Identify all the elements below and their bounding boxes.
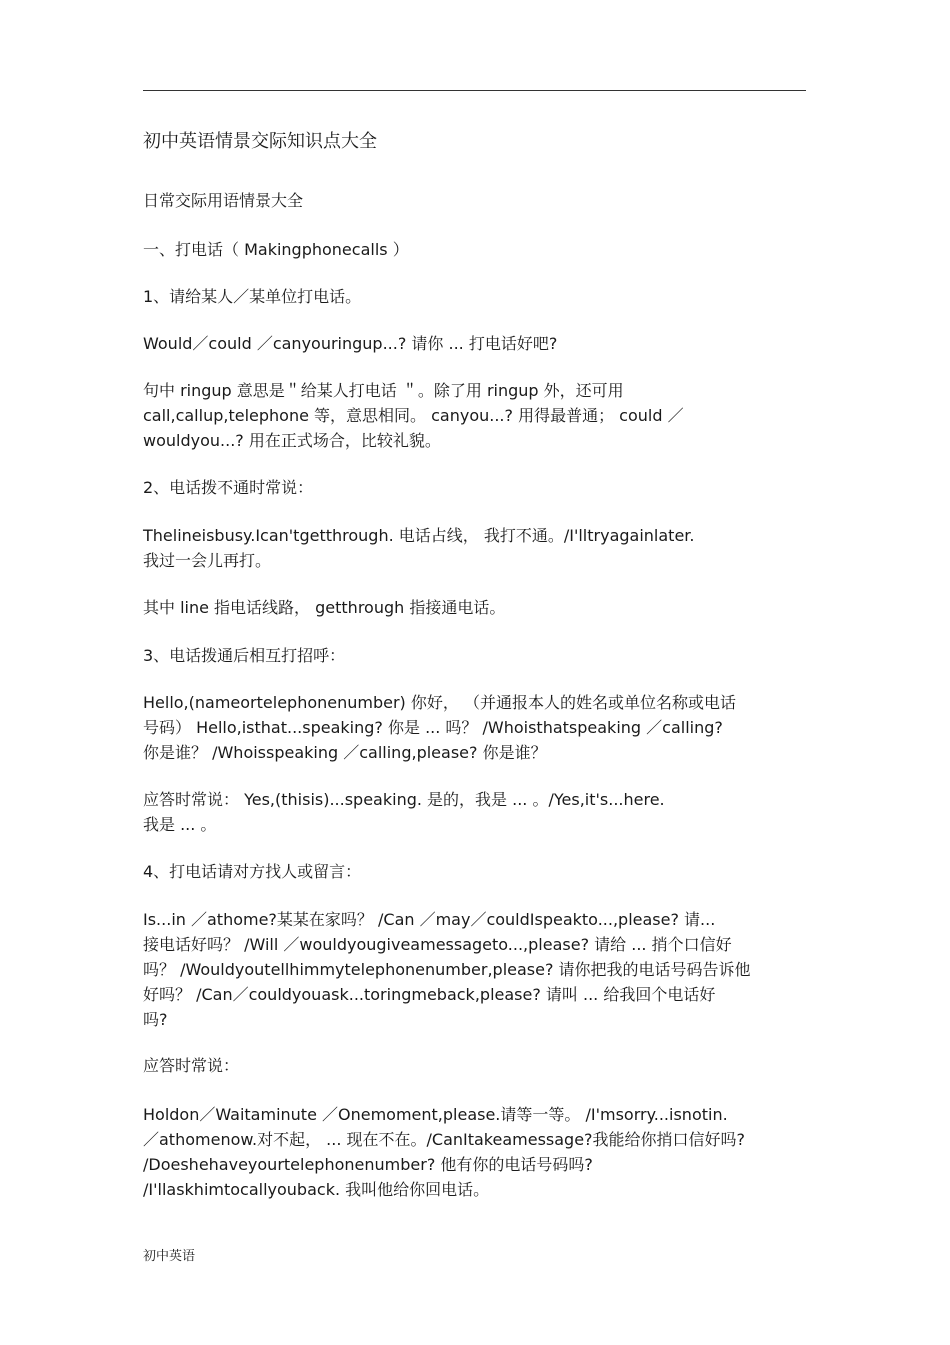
- text-line: 我过一会儿再打。: [143, 551, 272, 570]
- item-3-reply: [143, 787, 803, 837]
- item-2-note: 其中 line 指电话线路， getthrough 指接通电话。: [143, 598, 506, 617]
- text-line: 我是 ... 。: [143, 815, 217, 834]
- text-line: /I'llaskhimtocallyouback. 我叫他给你回电话。: [143, 1180, 490, 1199]
- item-4-reply: [143, 1102, 803, 1202]
- text-line: 吗?: [143, 1010, 168, 1029]
- text-line: 好吗？ /Can／couldyouask...toringmeback,please? 请叫 ... 给我回个电话好: [143, 985, 716, 1004]
- item-4-phrase: [143, 907, 803, 1032]
- text-line: 你是谁？ /Whoisspeaking ／calling,please? 你是谁？: [143, 743, 547, 762]
- text-line: Hello,(nameortelephonenumber) 你好， （并通报本人的姓名或单位名称或电话: [143, 693, 736, 712]
- text-line: /Doeshehaveyourtelephonenumber? 他有你的电话号码吗?: [143, 1155, 593, 1174]
- item-1-note: [143, 378, 803, 453]
- text-line: 接电话好吗？ /Will ／wouldyougiveamessageto...,please? 请给 ... 捎个口信好: [143, 935, 732, 954]
- section-heading: 一、打电话（ Makingphonecalls ）: [143, 240, 409, 259]
- item-3-phrase: [143, 690, 803, 765]
- item-1-heading: 1、请给某人／某单位打电话。: [143, 287, 362, 306]
- text-line: 应答时常说： Yes,(thisis)...speaking. 是的，我是 ... 。/Yes,it's...here.: [143, 790, 665, 809]
- item-3-heading: 3、电话拨通后相互打招呼：: [143, 646, 346, 665]
- item-4-reply-heading: 应答时常说：: [143, 1056, 240, 1075]
- text-line: call,callup,telephone 等，意思相同。 canyou...? 用得最普通； could ／: [143, 406, 684, 425]
- text-line: Holdon／Waitaminute ／Onemoment,please.请等一等。 /I'msorry...isnotin.: [143, 1105, 728, 1124]
- item-2-heading: 2、电话拨不通时常说：: [143, 478, 314, 497]
- item-1-phrase: Would／could ／canyouringup...? 请你 ... 打电话好吧?: [143, 334, 558, 353]
- item-2-phrase: [143, 523, 803, 573]
- text-line: 号码） Hello,isthat...speaking? 你是 ... 吗？ /Whoisthatspeaking ／calling?: [143, 718, 723, 737]
- subtitle: 日常交际用语情景大全: [143, 191, 304, 210]
- page-title: 初中英语情景交际知识点大全: [143, 131, 377, 152]
- text-line: Is...in ／athome?某某在家吗？ /Can ／may／couldIspeakto...,please? 请...: [143, 910, 716, 929]
- text-line: 句中 ringup 意思是＂给某人打电话 ＂。除了用 ringup 外，还可用: [143, 381, 624, 400]
- text-line: 吗？ /Wouldyoutellhimmytelephonenumber,please? 请你把我的电话号码告诉他: [143, 960, 751, 979]
- header-rule: [143, 90, 806, 91]
- text-line: Thelineisbusy.Ican'tgetthrough. 电话占线， 我打不通。/I'lltryagainlater.: [143, 526, 695, 545]
- item-4-heading: 4、打电话请对方找人或留言：: [143, 862, 362, 881]
- footer-label: 初中英语: [143, 1249, 196, 1264]
- text-line: ／athomenow.对不起， ... 现在不在。/CanItakeamessage?我能给你捎口信好吗?: [143, 1130, 746, 1149]
- text-line: wouldyou...? 用在正式场合，比较礼貌。: [143, 431, 441, 450]
